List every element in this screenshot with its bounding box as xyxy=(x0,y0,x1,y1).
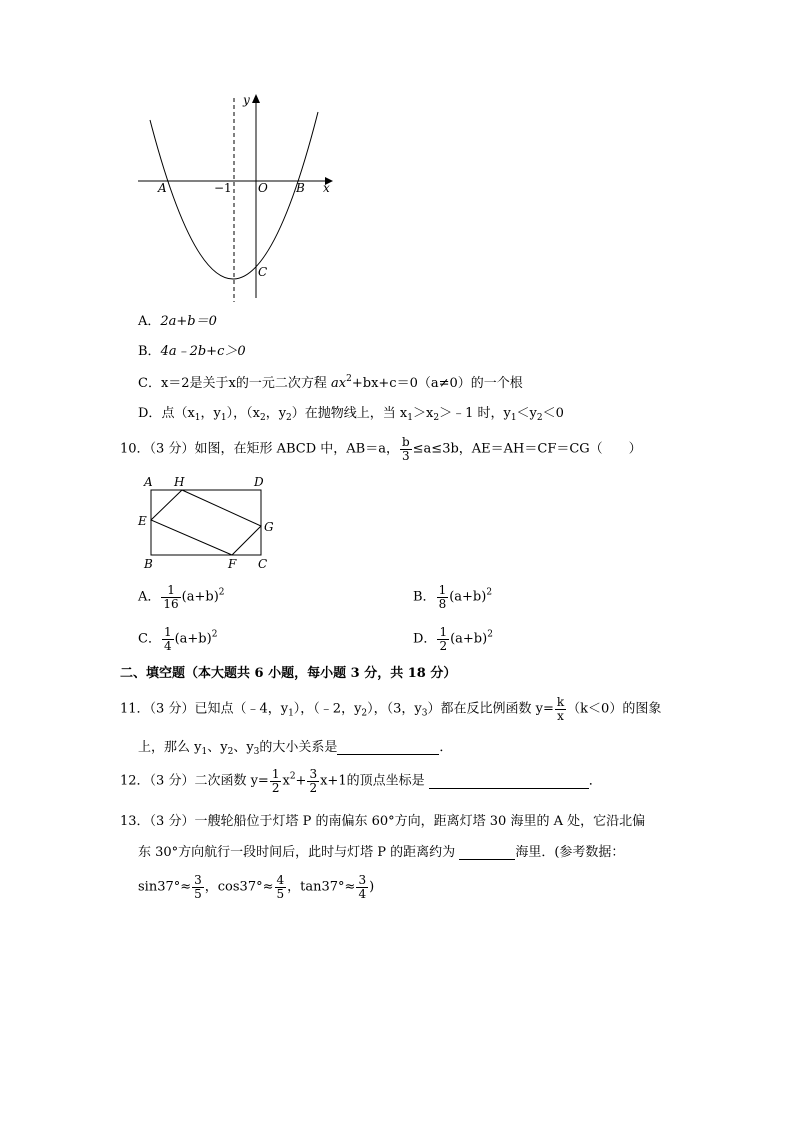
q9-option-b xyxy=(138,345,246,358)
q11-line1: 11．（3 分）已知点（﹣4，$y_1$），（﹣2，$y_2$），（3，$y_3$）都在反比例函数 y= $\frac{k}{x}$ （k＜0）的图象 xyxy=(120,695,662,723)
answer-blank[interactable] xyxy=(429,775,589,789)
fig-label-A: A xyxy=(144,475,153,489)
q10-frac: $\frac{b}{3}$ xyxy=(401,435,410,463)
option-c-pow: 2 xyxy=(346,374,352,384)
fig-label-G: G xyxy=(264,520,274,534)
q13-line3: sin37°≈ $\frac{3}{5}$ ，cos37°≈ $\frac{4}{5}$ ，tan37°≈ $\frac{3}{4}$ ) xyxy=(138,873,375,901)
graph-label-O: O xyxy=(258,181,268,195)
option-a-expr: 2a+b＝0 xyxy=(160,314,217,329)
answer-blank[interactable] xyxy=(337,741,439,755)
q10-stem xyxy=(120,436,642,462)
option-letter: B． xyxy=(138,344,161,359)
option-b-expr: 4a﹣2b+c＞0 xyxy=(160,344,246,359)
graph-label-C: C xyxy=(258,265,268,279)
q9-option-c xyxy=(138,375,523,390)
option-c-pre: x＝2是关于x的一元二次方程 xyxy=(160,376,332,391)
q13-line1: 13．（3 分）一艘轮船位于灯塔 P 的南偏东 60°方向，距离灯塔 30 海里的 A 处，它沿北偏 xyxy=(120,814,646,829)
parabola-graph xyxy=(130,88,340,308)
q12-line: 12．（3 分）二次函数 y= $\frac{1}{2}$ $x^2+$ $\frac{3}{2}$ x+1的顶点坐标是 ． xyxy=(120,767,602,795)
q9-option-d: D．点（$x_1$，$y_1$），（$x_2$，$y_2$）在抛物线上，当 $x_1>x_2>﹣1$ 时，$y_1<y_2<0$ xyxy=(138,406,564,423)
q11-line2: 上，那么 $y_1$、$y_2$、$y_3$的大小关系是 ． xyxy=(138,740,453,757)
option-c-eq-rest: +bx+c＝0（a≠0）的一个根 xyxy=(351,376,523,391)
fig-label-D: D xyxy=(254,475,264,489)
q10-stem-a: 10．（3 分）如图，在矩形 ABCD 中，AB＝a， xyxy=(120,441,399,457)
graph-label-x: x xyxy=(323,181,330,195)
graph-label-y: y xyxy=(243,93,250,107)
rectangle-figure xyxy=(136,474,286,574)
option-letter: D． xyxy=(138,406,162,421)
rectangle-abcd xyxy=(151,490,261,555)
fig-label-C: C xyxy=(258,557,268,571)
option-letter: C． xyxy=(138,376,161,391)
q10-option-a: A． $\frac{1}{16}$ $(a+b)^2$ xyxy=(138,583,225,611)
fig-label-B: B xyxy=(144,557,153,571)
fig-label-E: E xyxy=(138,514,147,528)
q9-option-a xyxy=(138,315,217,328)
option-c-eq: ax xyxy=(331,376,347,391)
parallelogram-ehgf xyxy=(151,490,261,555)
q10-option-b: B． $\frac{1}{8}$ $(a+b)^2$ xyxy=(413,583,493,611)
graph-label-minus1: −1 xyxy=(214,181,232,195)
answer-blank[interactable] xyxy=(459,846,515,860)
q10-stem-b: ≤a≤3b，AE＝AH＝CF＝CG（ ） xyxy=(412,441,642,457)
fig-label-H: H xyxy=(174,475,185,489)
q10-option-d: D． $\frac{1}{2}$ $(a+b)^2$ xyxy=(413,625,493,653)
q13-line2: 东 30°方向航行一段时间后，此时与灯塔 P 的距离约为 海里．(参考数据： xyxy=(138,845,625,860)
fig-label-F: F xyxy=(228,557,237,571)
option-letter: A． xyxy=(138,314,161,329)
y-axis-arrow xyxy=(252,94,260,103)
graph-label-A: A xyxy=(158,181,167,195)
graph-label-B: B xyxy=(296,181,305,195)
q10-option-c: C． $\frac{1}{4}$ $(a+b)^2$ xyxy=(138,625,218,653)
section-title: 二、填空题（本大题共 6 小题，每小题 3 分，共 18 分） xyxy=(120,666,457,681)
